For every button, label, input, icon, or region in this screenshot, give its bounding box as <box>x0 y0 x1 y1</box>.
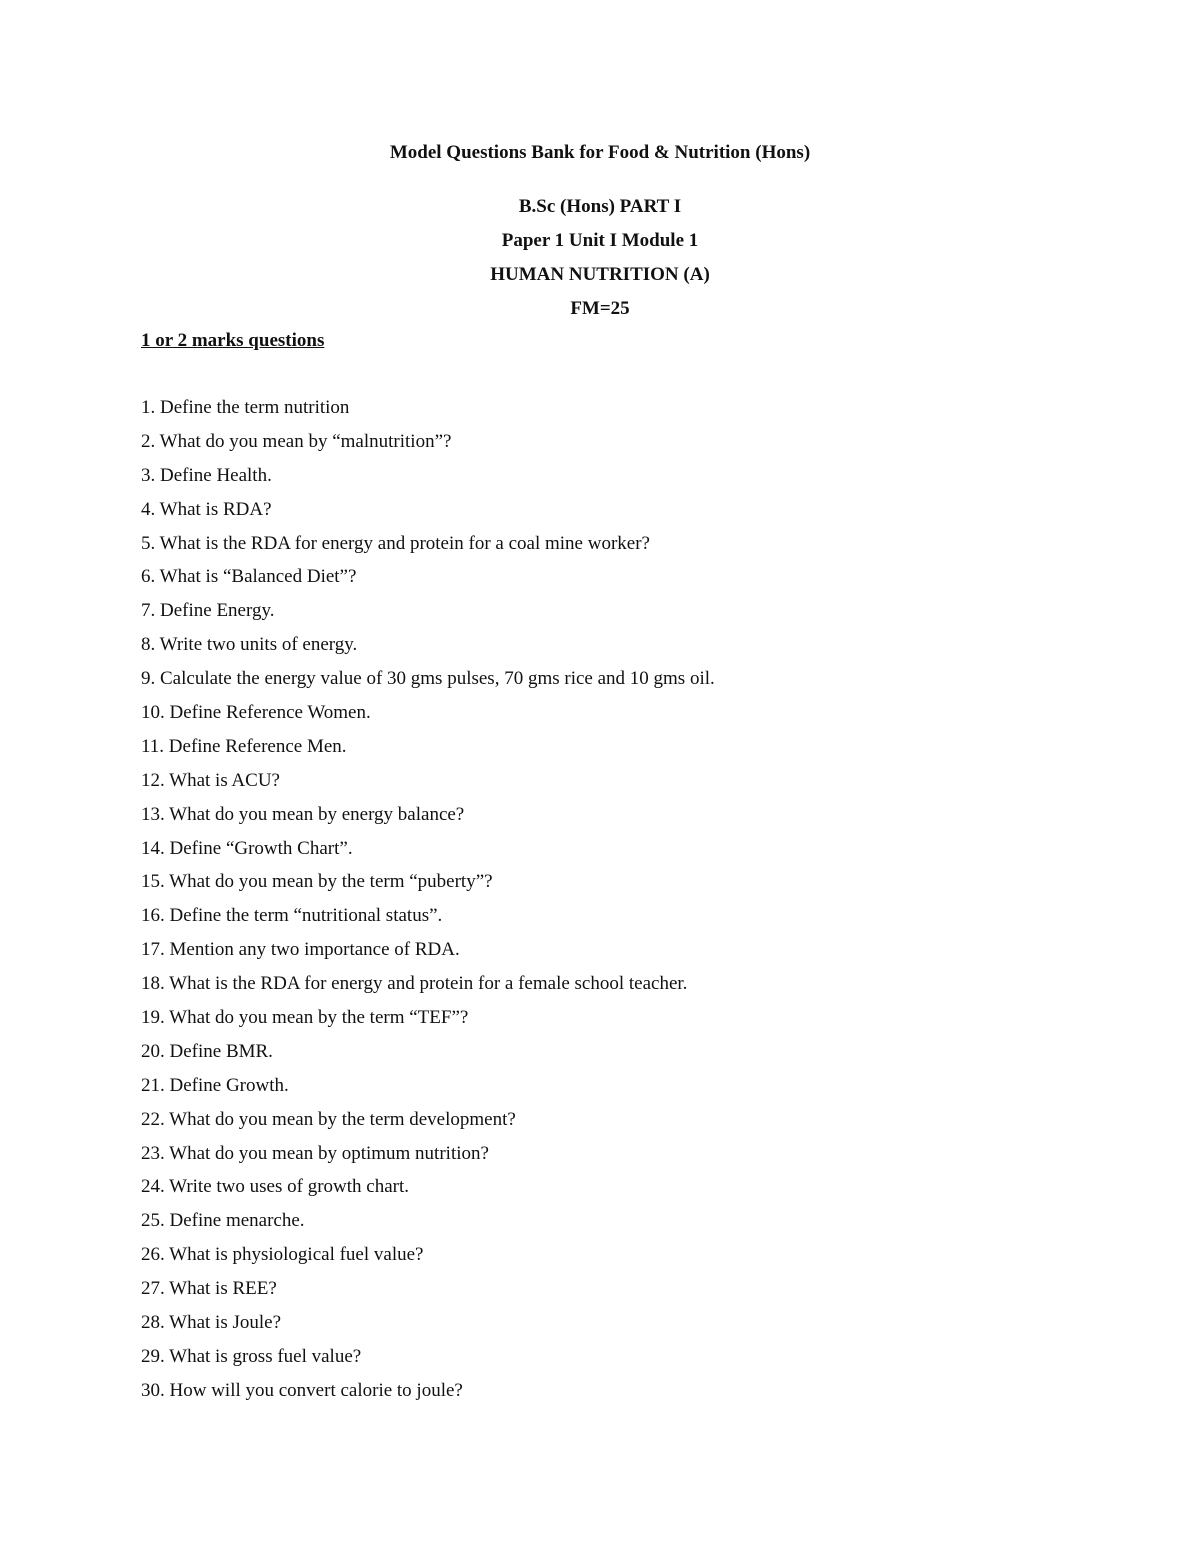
question-item: 15. What do you mean by the term “puberty”? <box>141 871 493 893</box>
question-item: 28. What is Joule? <box>141 1312 282 1334</box>
question-item: 12. What is ACU? <box>141 769 280 791</box>
question-item: 22. What do you mean by the term development? <box>141 1108 516 1130</box>
question-item: 26. What is physiological fuel value? <box>141 1244 424 1266</box>
question-item: 30. How will you convert calorie to joule? <box>141 1379 463 1401</box>
question-item: 21. Define Growth. <box>141 1074 289 1096</box>
question-item: 29. What is gross fuel value? <box>141 1345 362 1367</box>
question-item: 11. Define Reference Men. <box>141 735 347 757</box>
question-item: 18. What is the RDA for energy and protein for a female school teacher. <box>141 973 688 995</box>
question-item: 19. What do you mean by the term “TEF”? <box>141 1007 469 1029</box>
question-item: 27. What is REE? <box>141 1278 277 1300</box>
question-item: 17. Mention any two importance of RDA. <box>141 939 460 961</box>
question-item: 25. Define menarche. <box>141 1210 305 1232</box>
question-item: 16. Define the term “nutritional status”. <box>141 905 443 927</box>
full-marks-line: FM=25 <box>570 298 630 319</box>
question-item: 20. Define BMR. <box>141 1040 273 1062</box>
question-item: 5. What is the RDA for energy and protein for a coal mine worker? <box>141 532 650 554</box>
question-item: 7. Define Energy. <box>141 600 275 622</box>
question-item: 10. Define Reference Women. <box>141 702 371 724</box>
question-list <box>141 396 715 1413</box>
question-item: 13. What do you mean by energy balance? <box>141 803 465 825</box>
document-title: Model Questions Bank for Food & Nutrition (Hons) <box>389 142 811 163</box>
question-item: 14. Define “Growth Chart”. <box>141 837 353 859</box>
question-item: 9. Calculate the energy value of 30 gms pulses, 70 gms rice and 10 gms oil. <box>141 668 715 690</box>
subject-line: HUMAN NUTRITION (A) <box>490 264 710 285</box>
paper-line: Paper 1 Unit I Module 1 <box>501 230 699 251</box>
question-item: 8. Write two units of energy. <box>141 634 358 656</box>
question-item: 6. What is “Balanced Diet”? <box>141 566 357 588</box>
question-item: 24. Write two uses of growth chart. <box>141 1176 409 1198</box>
question-item: 4. What is RDA? <box>141 498 272 520</box>
question-item: 3. Define Health. <box>141 464 272 486</box>
question-item: 2. What do you mean by “malnutrition”? <box>141 430 452 452</box>
course-line: B.Sc (Hons) PART I <box>518 196 682 217</box>
question-item: 1. Define the term nutrition <box>141 397 350 418</box>
question-item: 23. What do you mean by optimum nutrition? <box>141 1142 489 1164</box>
section-heading: 1 or 2 marks questions <box>141 330 325 351</box>
